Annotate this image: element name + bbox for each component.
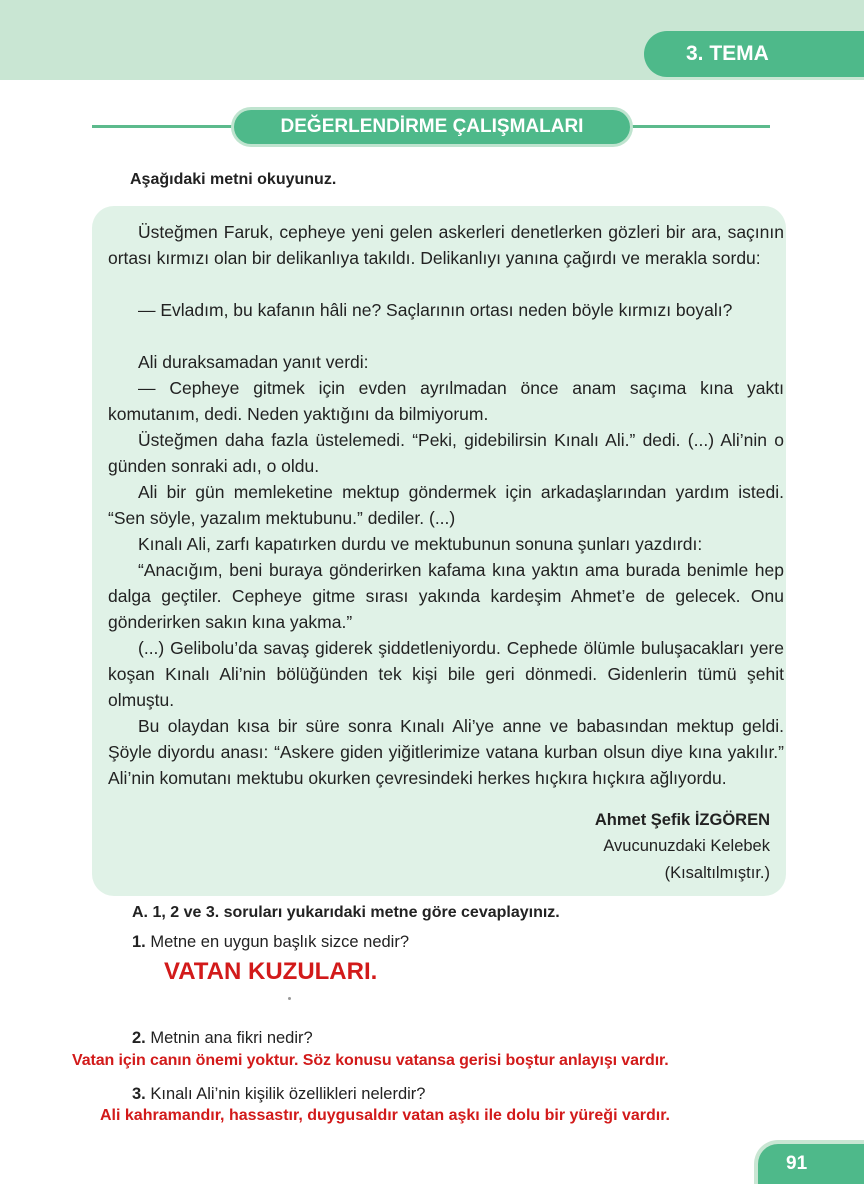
tema-label: 3. TEMA	[644, 31, 864, 77]
answer-3: Ali kahramandır, hassastır, duygusaldır vatan aşkı ile dolu bir yüreği vardır.	[100, 1107, 670, 1124]
source-title: Avucunuzdaki Kelebek	[603, 837, 770, 855]
passage-paragraph: Üsteğmen daha fazla üstelemedi. “Peki, gidebilirsin Kınalı Ali.” dedi. (...) Ali’nin o günden sonraki adı, o oldu.	[108, 430, 784, 476]
question-text: Kınalı Ali’nin kişilik özellikleri nelerdir?	[150, 1085, 426, 1103]
question-3	[132, 1085, 425, 1104]
passage-paragraph: — Evladım, bu kafanın hâli ne? Saçlarının ortası neden böyle kırmızı boyalı?	[138, 300, 733, 320]
section-divider-left	[92, 125, 242, 128]
stray-dot	[288, 997, 291, 1000]
answer-2: Vatan için canın önemi yoktur. Söz konusu vatansa gerisi boştur anlayışı vardır.	[72, 1052, 669, 1069]
question-text: Metne en uygun başlık sizce nedir?	[150, 933, 410, 951]
passage-paragraph: (...) Gelibolu’da savaş giderek şiddetleniyordu. Cephede ölümle buluşacakları yere koşan Kınalı Ali’nin bölüğünden tek kişi bile geri dönmedi. Gidenlerin tümü şehit olmuştu.	[108, 638, 784, 710]
passage-paragraph: Ali bir gün memleketine mektup göndermek için arkadaşlarından yardım istedi. “Sen söyle, yazalım mektubunu.” dediler. (...)	[108, 482, 784, 528]
question-number: 2.	[132, 1029, 146, 1047]
abridged-note: (Kısaltılmıştır.)	[664, 864, 770, 882]
answer-1: VATAN KUZULARI.	[164, 958, 378, 985]
passage-paragraph: Üsteğmen Faruk, cepheye yeni gelen askerleri denetlerken gözleri bir ara, saçının ortası kırmızı olan bir delikanlıya takıldı. Delikanlıyı yanına çağırdı ve merakla sordu:	[108, 222, 784, 268]
reading-instruction: Aşağıdaki metni okuyunuz.	[130, 171, 337, 188]
question-2	[132, 1029, 313, 1048]
passage-paragraph: Ali duraksamadan yanıt verdi:	[138, 352, 369, 372]
author-name: Ahmet Şefik İZGÖREN	[594, 811, 770, 829]
passage-paragraph: Kınalı Ali, zarfı kapatırken durdu ve mektubunun sonuna şunları yazdırdı:	[138, 534, 703, 554]
question-1	[132, 933, 409, 952]
page-number: 91	[758, 1144, 864, 1184]
question-number: 3.	[132, 1085, 146, 1103]
section-title: DEĞERLENDİRME ÇALIŞMALARI	[234, 110, 630, 144]
question-text: Metnin ana fikri nedir?	[150, 1029, 313, 1047]
passage-paragraph: Bu olaydan kısa bir süre sonra Kınalı Ali’ye anne ve babasından mektup geldi. Şöyle diyordu anası: “Askere giden yiğitlerimize vatana kurban olsun diye kına yakılır.” Ali’nin komutanı mektubu okurken çevresindeki herkes hıçkıra hıçkıra ağlıyordu.	[108, 716, 784, 788]
question-number: 1.	[132, 933, 146, 951]
passage-paragraph: — Cepheye gitmek için evden ayrılmadan önce anam saçıma kına yaktı komutanım, dedi. Neden yaktığını da bilmiyorum.	[108, 378, 784, 424]
questions-instruction: A. 1, 2 ve 3. soruları yukarıdaki metne göre cevaplayınız.	[132, 904, 560, 921]
section-divider-right	[624, 125, 770, 128]
passage-paragraph: “Anacığım, beni buraya gönderirken kafama kına yaktın ama burada benimle hep dalga geçtiler. Cepheye gitme sırası yakında kardeşim Ahmet’e de gelecek. Onu gönderirken sakın kına yakma.”	[108, 560, 784, 632]
